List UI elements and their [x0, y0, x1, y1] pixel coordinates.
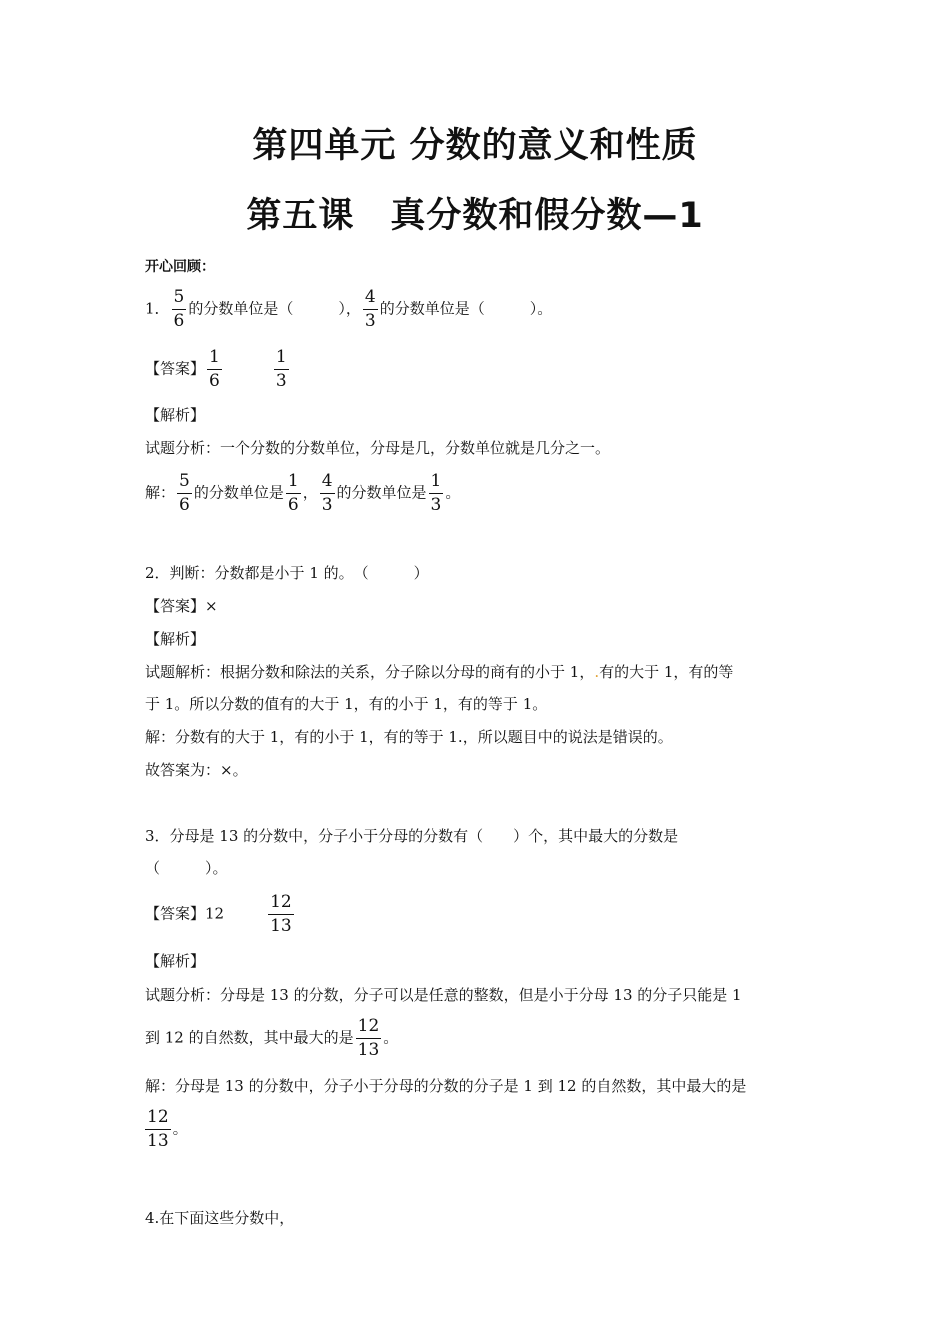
- fraction: [274, 348, 289, 391]
- denominator: 13: [357, 1040, 380, 1060]
- numerator: 5: [177, 472, 192, 494]
- denominator: 3: [321, 495, 333, 515]
- q2-analysis-label: 【解析】: [145, 630, 206, 648]
- q1-analysis: 试题分析：一个分数的分数单位，分母是几，分数单位就是几分之一。: [145, 439, 611, 457]
- q2-analysis-line1: 试题解析：根据分数和除法的关系，分子除以分母的商有的小于 1，.有的大于 1，有的等: [145, 663, 734, 681]
- denominator: 6: [287, 495, 299, 515]
- unit-title: 第四单元 分数的意义和性质: [252, 126, 698, 166]
- numerator: 4: [320, 472, 335, 494]
- q1-analysis-label: 【解析】: [145, 406, 206, 424]
- q2-final: 故答案为：×。: [145, 761, 248, 779]
- numerator: 1: [207, 348, 222, 370]
- fraction: [286, 472, 301, 515]
- q2-solution: 解：分数有的大于 1，有的小于 1，有的等于 1.，所以题目中的说法是错误的。: [145, 728, 673, 746]
- q3-analysis-label: 【解析】: [145, 952, 206, 970]
- lesson-title: 第五课 真分数和假分数—1: [246, 196, 704, 236]
- q2-question: 2．判断：分数都是小于 1 的。 （ ）: [145, 564, 429, 582]
- q3-solution-line2: $\frac{12}{13}$ 。: [147, 1107, 188, 1151]
- q1-solution: 解： $\frac{5}{6}$ 的分数单位是 $\frac{1}{6}$ ， $\frac{4}{3}$ 的分数单位是 $\frac{1}{3}$ 。: [145, 471, 461, 515]
- q1-question: 1． $\frac{5}{6}$ 的分数单位是（ ）， $\frac{4}{3}$ 的分数单位是（ ）。: [145, 287, 553, 331]
- denominator: 3: [275, 371, 287, 391]
- numerator: 12: [268, 893, 294, 915]
- numerator: 4: [363, 288, 378, 310]
- q3-analysis-line2: 到 12 的自然数，其中最大的是 $\frac{12}{13}$ 。: [145, 1016, 399, 1060]
- fraction: [268, 893, 294, 936]
- fraction: [320, 472, 335, 515]
- q3-question-line1: 3．分母是 13 的分数中，分子小于分母的分数有（ ）个，其中最大的分数是: [145, 827, 679, 845]
- q3-question-line2: （ ）。: [145, 859, 228, 877]
- q3-solution-line1: 解：分母是 13 的分数中，分子小于分母的分数的分子是 1 到 12 的自然数，其中最大的是: [145, 1077, 747, 1095]
- numerator: 5: [172, 288, 187, 310]
- q3-analysis-line1: 试题分析：分母是 13 的分数，分子可以是任意的整数，但是小于分母 13 的分子只能是 1: [145, 986, 742, 1004]
- denominator: 3: [430, 495, 442, 515]
- numerator: 1: [429, 472, 444, 494]
- fraction: [172, 288, 187, 331]
- q4-question: 4.在下面这些分数中，: [145, 1209, 295, 1227]
- denominator: 6: [173, 311, 185, 331]
- denominator: 6: [209, 371, 220, 391]
- fraction: [356, 1017, 382, 1060]
- fraction: [207, 348, 222, 391]
- numerator: 1: [274, 348, 289, 370]
- denominator: 13: [270, 916, 292, 936]
- fraction: [177, 472, 192, 515]
- q2-analysis-line2: 于 1。所以分数的值有的大于 1，有的小于 1，有的等于 1。: [145, 695, 548, 713]
- fraction: [429, 472, 444, 515]
- numerator: 12: [145, 1108, 171, 1130]
- numerator: 1: [286, 472, 301, 494]
- fraction: [363, 288, 378, 331]
- numerator: 12: [356, 1017, 382, 1039]
- denominator: 13: [147, 1131, 169, 1151]
- q1-answer: 【答案】 $\frac{1}{6}$ $\frac{1}{3}$: [145, 347, 287, 391]
- q3-answer: 【答案】12 $\frac{12}{13}$: [145, 892, 292, 936]
- denominator: 3: [364, 311, 376, 331]
- section-heading: 开心回顾：: [145, 259, 215, 275]
- fraction: [145, 1108, 171, 1151]
- denominator: 6: [179, 495, 190, 515]
- q2-answer: 【答案】×: [145, 597, 218, 615]
